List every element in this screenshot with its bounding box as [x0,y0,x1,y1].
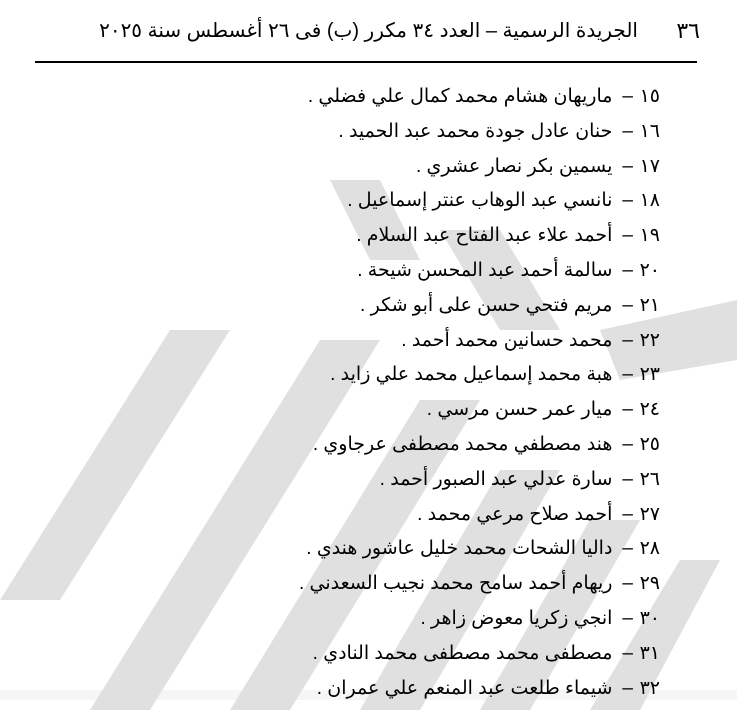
item-dash: – [622,503,633,525]
list-item [299,186,660,221]
page-header [100,14,700,50]
item-number: ٢١ [639,294,660,316]
item-number: ٢٨ [639,538,660,560]
item-number: ٢٧ [639,503,660,525]
list-item [299,465,660,500]
item-number: ٢٩ [639,573,660,595]
item-number: ١٨ [639,190,660,212]
list-item [299,256,660,291]
item-number: ٢٣ [639,364,660,386]
item-name: أحمد علاء عبد الفتاح عبد السلام . [356,225,613,247]
item-dash: – [622,294,633,316]
list-item [299,395,660,430]
list-item [299,221,660,256]
item-number: ٢٤ [639,399,660,421]
item-number: ١٧ [639,155,660,177]
list-item [299,82,660,117]
list-item [299,604,660,639]
gazette-title: الجريدة الرسمية – العدد ٣٤ مكرر (ب) فى ٢٦ أغسطس سنة ٢٠٢٥ [99,20,638,42]
item-dash: – [622,225,633,247]
list-item [299,117,660,152]
item-name: ميار عمر حسن مرسي . [426,399,613,421]
item-number: ٣٠ [639,607,660,629]
list-item [299,360,660,395]
item-name: شيماء طلعت عبد المنعم علي عمران . [316,677,613,699]
page-number: ٣٦ [676,18,700,43]
item-dash: – [622,120,633,142]
list-item [299,291,660,326]
item-number: ٣١ [639,642,660,664]
item-number: ٢٦ [639,468,660,490]
item-dash: – [622,190,633,212]
item-dash: – [622,642,633,664]
item-name: أحمد صلاح مرعي محمد . [417,503,613,525]
item-name: هند مصطفي محمد مصطفى عرجاوي . [312,433,613,455]
item-number: ١٩ [639,225,660,247]
item-name: داليا الشحات محمد خليل عاشور هندي . [306,538,613,560]
list-item [299,569,660,604]
names-list [299,82,660,708]
item-dash: – [622,155,633,177]
item-dash: – [622,677,633,699]
list-item [299,430,660,465]
item-dash: – [622,607,633,629]
list-item [299,534,660,569]
header-rule [35,61,697,63]
list-item [299,500,660,535]
item-number: ٢٠ [639,259,660,281]
item-name: ريهام أحمد سامح محمد نجيب السعدني . [298,573,613,595]
item-name: هبة محمد إسماعيل محمد علي زايد . [330,364,613,386]
item-number: ١٦ [639,120,660,142]
item-name: يسمين بكر نصار عشري . [415,155,613,177]
item-dash: – [622,329,633,351]
item-number: ٢٢ [639,329,660,351]
item-name: حنان عادل جودة محمد عبد الحميد . [338,120,613,142]
item-dash: – [622,399,633,421]
item-name: انجي زكريا معوض زاهر . [420,607,613,629]
list-item [299,674,660,709]
item-name: محمد حسانين محمد أحمد . [401,329,613,351]
item-dash: – [622,573,633,595]
list-item [299,326,660,361]
item-dash: – [622,259,633,281]
item-name: سارة عدلي عبد الصبور أحمد . [379,468,613,490]
item-dash: – [622,433,633,455]
list-item [299,152,660,187]
item-name: مريم فتحي حسن على أبو شكر . [360,294,613,316]
item-dash: – [622,364,633,386]
item-number: ١٥ [639,86,660,107]
item-dash: – [622,86,633,107]
item-dash: – [622,538,633,560]
item-name: مصطفى محمد مصطفى محمد النادي . [312,642,613,664]
item-name: سالمة أحمد عبد المحسن شيحة . [357,259,613,281]
item-number: ٣٢ [639,677,660,699]
item-number: ٢٥ [639,433,660,455]
list-item [299,639,660,674]
item-name: نانسي عبد الوهاب عنتر إسماعيل . [347,190,613,212]
item-name: ماريهان هشام محمد كمال علي فضلي . [307,86,613,107]
item-dash: – [622,468,633,490]
